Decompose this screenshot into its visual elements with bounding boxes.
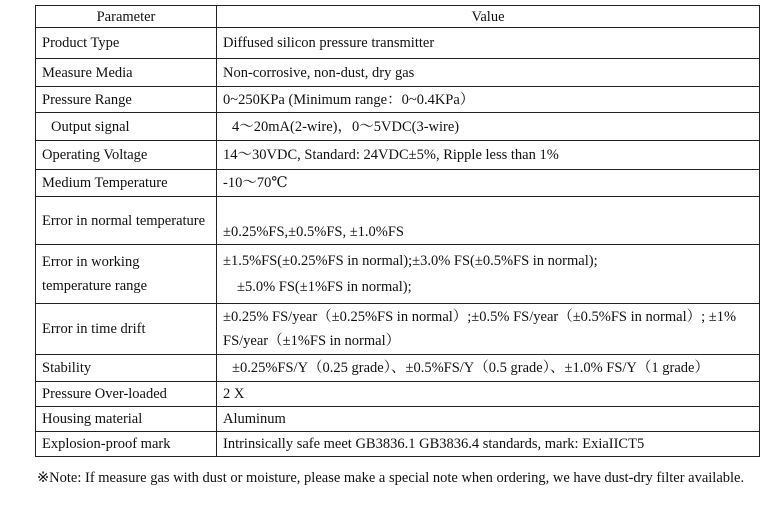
value-cell: 2 X (217, 382, 760, 407)
table-row (36, 355, 760, 382)
spec-table (35, 5, 760, 457)
table-row (36, 382, 760, 407)
column-header-value: Value (217, 6, 760, 28)
table-row (36, 197, 760, 245)
value-line: ±5.0% FS(±1%FS in normal); (237, 279, 412, 295)
value-cell: ±0.25%FS,±0.5%FS, ±1.0%FS (217, 197, 760, 245)
param-cell: Output signal (36, 113, 217, 141)
value-cell: -10～70℃ (217, 170, 760, 197)
table-row (36, 87, 760, 113)
value-cell: ±0.25% FS/year（±0.25%FS in normal）;±0.5% FS/year（±0.5%FS in normal）; ±1% FS/year（±1%FS in normal） (217, 304, 760, 355)
table-row (36, 432, 760, 457)
param-cell: Pressure Range (36, 87, 217, 113)
param-cell: Error in normal temperature (36, 197, 217, 245)
param-cell: Error in time drift (36, 304, 217, 355)
param-cell: Pressure Over-loaded (36, 382, 217, 407)
table-header-row (36, 6, 760, 28)
value-cell: Non-corrosive, non-dust, dry gas (217, 59, 760, 87)
value-line: ±1.5%FS(±0.25%FS in normal);±3.0% FS(±0.5%FS in normal); (223, 253, 598, 269)
table-row (36, 170, 760, 197)
value-cell (217, 245, 760, 304)
param-cell: Measure Media (36, 59, 217, 87)
param-cell: Housing material (36, 407, 217, 432)
param-cell: Operating Voltage (36, 141, 217, 170)
table-row (36, 407, 760, 432)
value-cell: 0~250KPa (Minimum range：0~0.4KPa） (217, 87, 760, 113)
param-cell: Medium Temperature (36, 170, 217, 197)
table-row (36, 28, 760, 59)
param-cell: Stability (36, 355, 217, 382)
footnote: ※Note: If measure gas with dust or moisture, please make a special note when ordering, we have dust-dry filter available. (37, 470, 745, 486)
table-row (36, 245, 760, 304)
table-row (36, 141, 760, 170)
column-header-parameter: Parameter (36, 6, 217, 28)
value-cell: ±0.25%FS/Y（0.25 grade）、±0.5%FS/Y（0.5 grade）、±1.0% FS/Y（1 grade） (217, 355, 760, 382)
param-cell: Error in working temperature range (36, 245, 217, 304)
param-cell: Product Type (36, 28, 217, 59)
value-cell: 14～30VDC, Standard: 24VDC±5%, Ripple less than 1% (217, 141, 760, 170)
value-cell: Diffused silicon pressure transmitter (217, 28, 760, 59)
table-row (36, 113, 760, 141)
value-cell: Intrinsically safe meet GB3836.1 GB3836.4 standards, mark: ExiaIICT5 (217, 432, 760, 457)
table-row (36, 304, 760, 355)
table-row (36, 59, 760, 87)
param-cell: Explosion-proof mark (36, 432, 217, 457)
value-cell: 4～20mA(2-wire)，0～5VDC(3-wire) (217, 113, 760, 141)
value-cell: Aluminum (217, 407, 760, 432)
